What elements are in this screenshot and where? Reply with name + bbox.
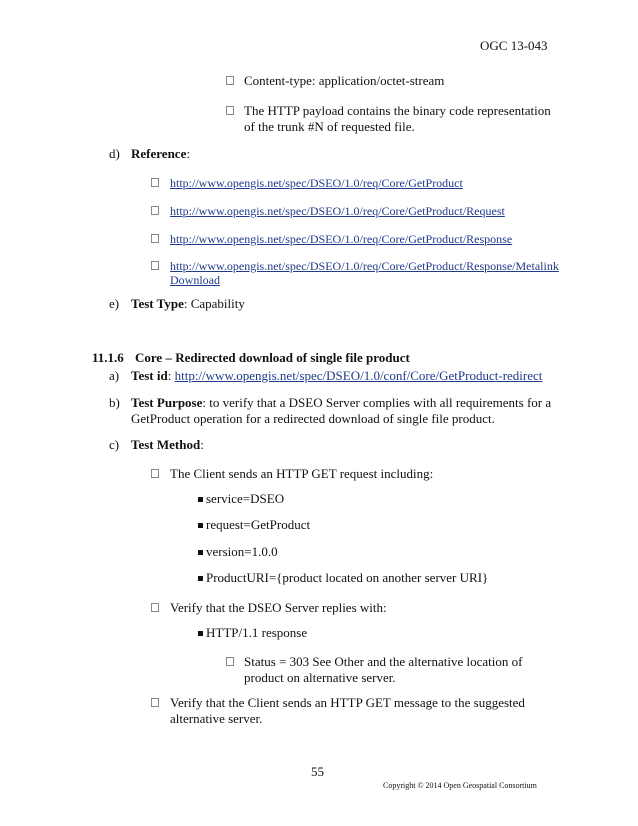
test-type-label: Test Type xyxy=(131,296,184,311)
method-step: Verify that the Client sends an HTTP GET message to the suggested xyxy=(170,695,525,710)
response-item: HTTP/1.1 response xyxy=(206,625,308,640)
bullet-box-icon xyxy=(226,76,234,85)
reference-heading xyxy=(131,146,190,162)
test-method-heading xyxy=(131,437,204,453)
document-id: OGC 13-043 xyxy=(480,38,548,53)
test-purpose xyxy=(131,395,551,411)
status-text: product on alternative server. xyxy=(244,670,396,685)
test-id-link[interactable]: http://www.opengis.net/spec/DSEO/1.0/conf/Core/GetProduct-redirect xyxy=(174,368,543,383)
square-bullet-icon xyxy=(198,631,203,636)
bullet-box-icon xyxy=(151,261,159,270)
section-number: 11.1.6 xyxy=(92,350,124,365)
bullet-box-icon xyxy=(151,178,159,187)
reference-link-continuation[interactable]: Download xyxy=(170,273,220,287)
bullet-box-icon xyxy=(151,698,159,707)
square-bullet-icon xyxy=(198,523,203,528)
list-marker: e) xyxy=(109,296,120,311)
square-bullet-icon xyxy=(198,497,203,502)
bullet-box-icon xyxy=(151,603,159,612)
request-param: service=DSEO xyxy=(206,491,285,506)
test-type xyxy=(131,296,245,312)
reference-link[interactable]: http://www.opengis.net/spec/DSEO/1.0/req/Core/GetProduct xyxy=(170,176,463,190)
test-purpose-line2: GetProduct operation for a redirected download of single file product. xyxy=(131,411,495,426)
bullet-box-icon xyxy=(151,206,159,215)
test-purpose-text: : to verify that a DSEO Server complies with all requirements for a xyxy=(202,395,552,410)
list-marker: c) xyxy=(109,437,120,452)
request-param: ProductURI={product located on another server URI} xyxy=(206,570,489,585)
list-marker: b) xyxy=(109,395,120,410)
section-title: Core – Redirected download of single file product xyxy=(135,350,410,365)
list-marker: d) xyxy=(109,146,120,161)
bullet-box-icon xyxy=(226,657,234,666)
test-purpose-label: Test Purpose xyxy=(131,395,203,410)
square-bullet-icon xyxy=(198,576,203,581)
method-step: Verify that the DSEO Server replies with: xyxy=(170,600,387,615)
test-id-label: Test id xyxy=(131,368,168,383)
test-method-label: Test Method xyxy=(131,437,201,452)
request-param: request=GetProduct xyxy=(206,517,311,532)
square-bullet-icon xyxy=(198,550,203,555)
bullet-box-icon xyxy=(151,469,159,478)
test-id xyxy=(131,368,542,384)
reference-suffix: : xyxy=(186,146,190,161)
bullet-text: Content-type: application/octet-stream xyxy=(244,73,445,88)
request-param: version=1.0.0 xyxy=(206,544,278,559)
test-method-suffix: : xyxy=(200,437,204,452)
status-text: Status = 303 See Other and the alternative location of xyxy=(244,654,523,669)
test-type-value: : Capability xyxy=(183,296,245,311)
list-marker: a) xyxy=(109,368,120,383)
copyright: Copyright © 2014 Open Geospatial Consortium xyxy=(383,781,537,790)
test-id-sep: : xyxy=(167,368,175,383)
bullet-text: of the trunk #N of requested file. xyxy=(244,119,415,134)
bullet-box-icon xyxy=(151,234,159,243)
bullet-text: The HTTP payload contains the binary code representation xyxy=(244,103,551,118)
page-number: 55 xyxy=(311,764,324,779)
method-step-continuation: alternative server. xyxy=(170,711,263,726)
reference-label: Reference xyxy=(131,146,187,161)
bullet-box-icon xyxy=(226,106,234,115)
reference-link[interactable]: http://www.opengis.net/spec/DSEO/1.0/req/Core/GetProduct/Response/Metalink xyxy=(170,259,559,273)
method-step: The Client sends an HTTP GET request including: xyxy=(170,466,434,481)
reference-link[interactable]: http://www.opengis.net/spec/DSEO/1.0/req/Core/GetProduct/Request xyxy=(170,204,505,218)
reference-link[interactable]: http://www.opengis.net/spec/DSEO/1.0/req/Core/GetProduct/Response xyxy=(170,232,513,246)
